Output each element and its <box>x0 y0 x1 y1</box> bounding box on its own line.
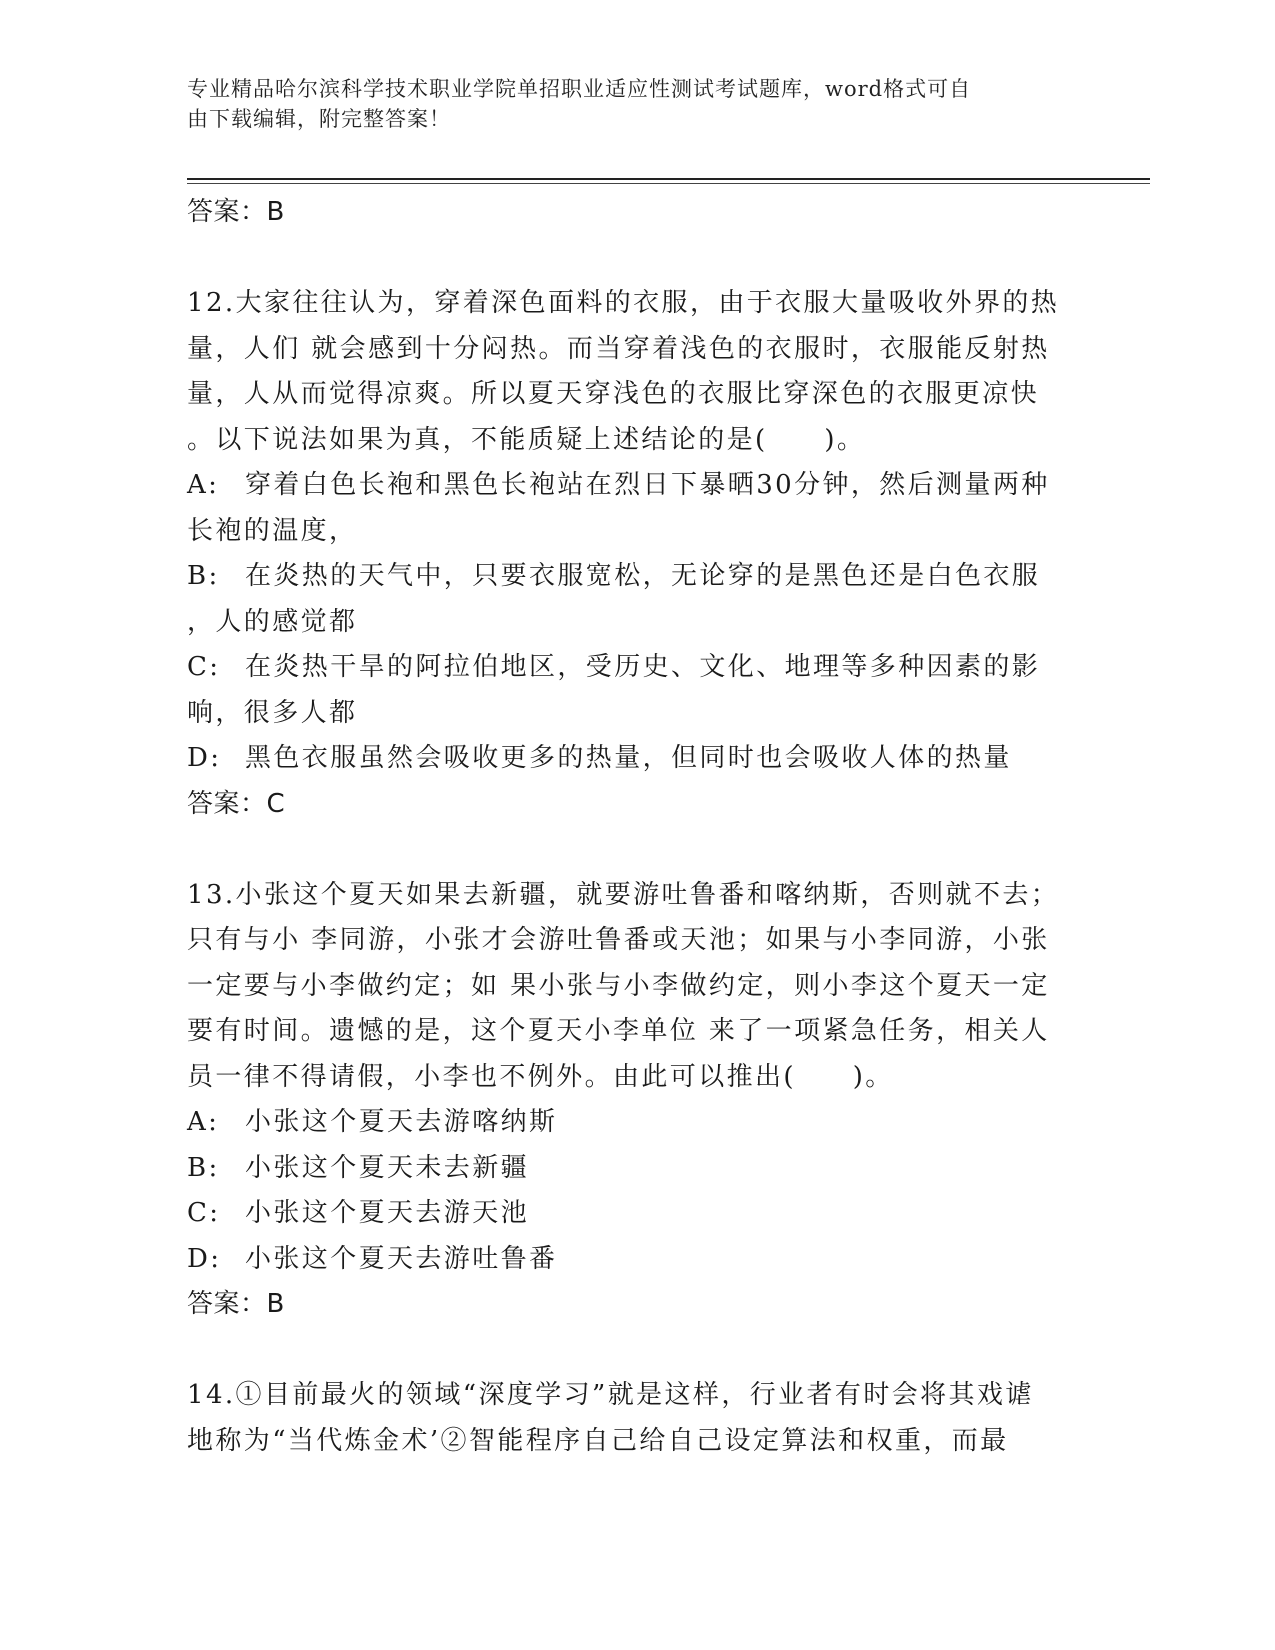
option-text: 穿着白色长袍和黑色长袍站在烈日下暴晒30分钟，然后测量两种 <box>245 470 1050 500</box>
question-stem-line: 。以下说法如果为真，不能质疑上述结论的是( )。 <box>187 424 866 455</box>
option-c <box>187 1191 1067 1237</box>
document-body <box>187 190 1067 1464</box>
question-stem-line: 12.大家往往认为，穿着深色面料的衣服，由于衣服大量吸收外界的热 <box>187 288 1060 318</box>
option-letter: B: <box>187 561 220 591</box>
option-b <box>187 554 1067 645</box>
option-d <box>187 1237 1067 1283</box>
option-text-continued: 响，很多人都 <box>187 697 358 728</box>
previous-answer: 答案：B <box>187 197 285 227</box>
header-divider <box>187 178 1150 180</box>
option-letter: C: <box>187 652 221 682</box>
question-stem-line: 只有与小 李同游，小张才会游吐鲁番或天池；如果与小李同游，小张 <box>187 925 1050 955</box>
question-stem-line: 14.①目前最火的领域“深度学习”就是这样，行业者有时会将其戏谑 <box>187 1380 1034 1410</box>
option-text: 小张这个夏天去游天池 <box>245 1198 530 1228</box>
question-12 <box>187 281 1067 827</box>
question-stem-line: 量，人们 就会感到十分闷热。而当穿着浅色的衣服时，衣服能反射热 <box>187 333 1050 364</box>
question-stem-line: 员一律不得请假，小李也不例外。由此可以推出( )。 <box>187 1061 894 1092</box>
option-letter: A: <box>187 1107 220 1137</box>
question-14 <box>187 1373 1067 1464</box>
option-letter: D: <box>187 1243 222 1274</box>
header-line-1: 专业精品哈尔滨科学技术职业学院单招职业适应性测试考试题库，word格式可自 <box>187 77 972 101</box>
question-stem-line: 量，人从而觉得凉爽。所以夏天穿浅色的衣服比穿深色的衣服更凉快 <box>187 379 1040 409</box>
option-text: 黑色衣服虽然会吸收更多的热量，但同时也会吸收人体的热量 <box>245 743 1012 773</box>
question-stem-line: 要有时间。遗憾的是，这个夏天小李单位 来了一项紧急任务，相关人 <box>187 1016 1050 1046</box>
option-text-continued: 长袍的温度， <box>187 515 358 546</box>
option-a <box>187 463 1067 554</box>
option-text-continued: ，人的感觉都 <box>187 606 358 637</box>
option-letter: D: <box>187 743 222 773</box>
option-letter: B: <box>187 1152 220 1183</box>
header-divider-thin <box>187 183 1150 184</box>
answer-line: 答案：C <box>187 788 286 819</box>
option-d <box>187 736 1067 782</box>
option-text: 在炎热的天气中，只要衣服宽松，无论穿的是黑色还是白色衣服 <box>245 561 1041 591</box>
option-a <box>187 1100 1067 1146</box>
option-text: 在炎热干旱的阿拉伯地区，受历史、文化、地理等多种因素的影 <box>245 652 1041 682</box>
option-c <box>187 645 1067 736</box>
option-letter: C: <box>187 1198 221 1228</box>
question-stem-line: 一定要与小李做约定；如 果小张与小李做约定，则小李这个夏天一定 <box>187 970 1050 1001</box>
option-text: 小张这个夏天去游喀纳斯 <box>245 1107 558 1137</box>
question-13 <box>187 873 1067 1328</box>
option-text: 小张这个夏天去游吐鲁番 <box>245 1243 558 1274</box>
option-letter: A: <box>187 470 220 500</box>
document-header <box>187 74 1067 134</box>
option-b <box>187 1146 1067 1192</box>
question-stem-line: 13.小张这个夏天如果去新疆，就要游吐鲁番和喀纳斯，否则就不去； <box>187 879 1060 910</box>
option-text: 小张这个夏天未去新疆 <box>245 1152 530 1183</box>
header-line-2: 由下载编辑，附完整答案！ <box>187 107 451 131</box>
question-stem-line: 地称为“当代炼金术’②智能程序自己给自己设定算法和权重，而最 <box>187 1425 1009 1456</box>
answer-line: 答案：B <box>187 1289 285 1319</box>
